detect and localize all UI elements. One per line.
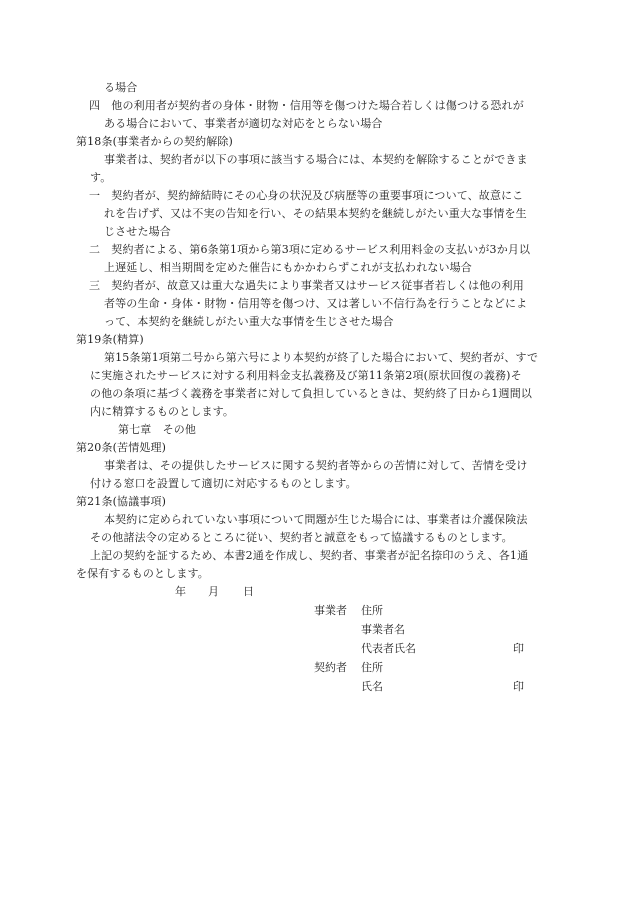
provider-seal-mark: 印 [513,642,524,655]
text-line: ある場合において、事業者が適切な対応をとらない場合 [104,117,383,130]
article-20-heading: 第20条(苦情処理) [76,441,167,454]
client-name-label: 氏名 [361,680,383,693]
text-line: 上遅延し、相当期間を定めた催告にもかかわらずこれが支払われない場合 [104,261,472,274]
text-line: 付ける窓口を設置して適切に対応するものとします。 [90,477,357,490]
provider-rep-label: 代表者氏名 [361,642,416,655]
text-line: 事業者は、その提供したサービスに関する契約者等からの苦情に対して、苦情を受け [104,459,528,472]
text-line: 上記の契約を証するため、本書2通を作成し、契約者、事業者が記名捺印のうえ、各1通 [90,549,529,562]
article-21-heading: 第21条(協議事項) [76,495,167,508]
text-line: す。 [90,171,112,184]
text-line: その他諸法令の定めるところに従い、契約者と誠意をもって協議するものとします。 [90,531,513,544]
clause-item-2: 二 契約者による、第6条第1項から第3項に定めるサービス利用料金の支払いが3か月以 [89,243,531,256]
clause-item-1: 一 契約者が、契約締結時にその心身の状況及び病歴等の重要事項について、故意にこ [89,189,524,202]
article-18-heading: 第18条(事業者からの契約解除) [76,135,233,148]
chapter-7-heading: 第七章 その他 [118,423,197,436]
text-line: 内に精算するものとします。 [90,405,235,418]
clause-item-4: 四 他の利用者が契約者の身体・財物・信用等を傷つけた場合若しくは傷つける恐れが [89,99,524,112]
article-19-heading: 第19条(精算) [76,333,144,346]
client-address-label: 住所 [361,661,383,674]
client-seal-mark: 印 [513,680,524,693]
text-line: れを告げず、又は不実の告知を行い、その結果本契約を継続しがたい重大な事情を生 [104,207,527,220]
text-line: って、本契約を継続しがたい重大な事情を生じさせた場合 [104,315,394,328]
text-line: 事業者は、契約者が以下の事項に該当する場合には、本契約を解除することができま [104,153,528,166]
text-line: の他の条項に基づく義務を事業者に対して負担しているときは、契約終了日から1週間以 [90,387,532,400]
text-line: 本契約に定められていない事項について問題が生じた場合には、事業者は介護保険法 [104,513,528,526]
text-line: に実施されたサービスに対する利用料金支払義務及び第11条第2項(原状回復の義務)そ [90,369,522,382]
client-role-label: 契約者 [314,661,347,674]
provider-role-label: 事業者 [314,604,347,617]
provider-address-label: 住所 [361,604,383,617]
provider-name-label: 事業者名 [361,623,405,636]
date-day-label: 日 [243,585,254,598]
date-month-label: 月 [208,585,219,598]
text-line: る場合 [104,81,138,94]
date-year-label: 年 [175,585,186,598]
text-line: じさせた場合 [104,225,171,238]
text-line: 者等の生命・身体・財物・信用等を傷つけ、又は著しい不信行為を行うことなどによ [104,297,528,310]
clause-item-3: 三 契約者が、故意又は重大な過失により事業者又はサービス従事者若しくは他の利用 [89,279,524,292]
text-line: を保有するものとします。 [76,567,209,580]
text-line: 第15条第1項第二号から第六号により本契約が終了した場合において、契約者が、すで [104,351,539,364]
